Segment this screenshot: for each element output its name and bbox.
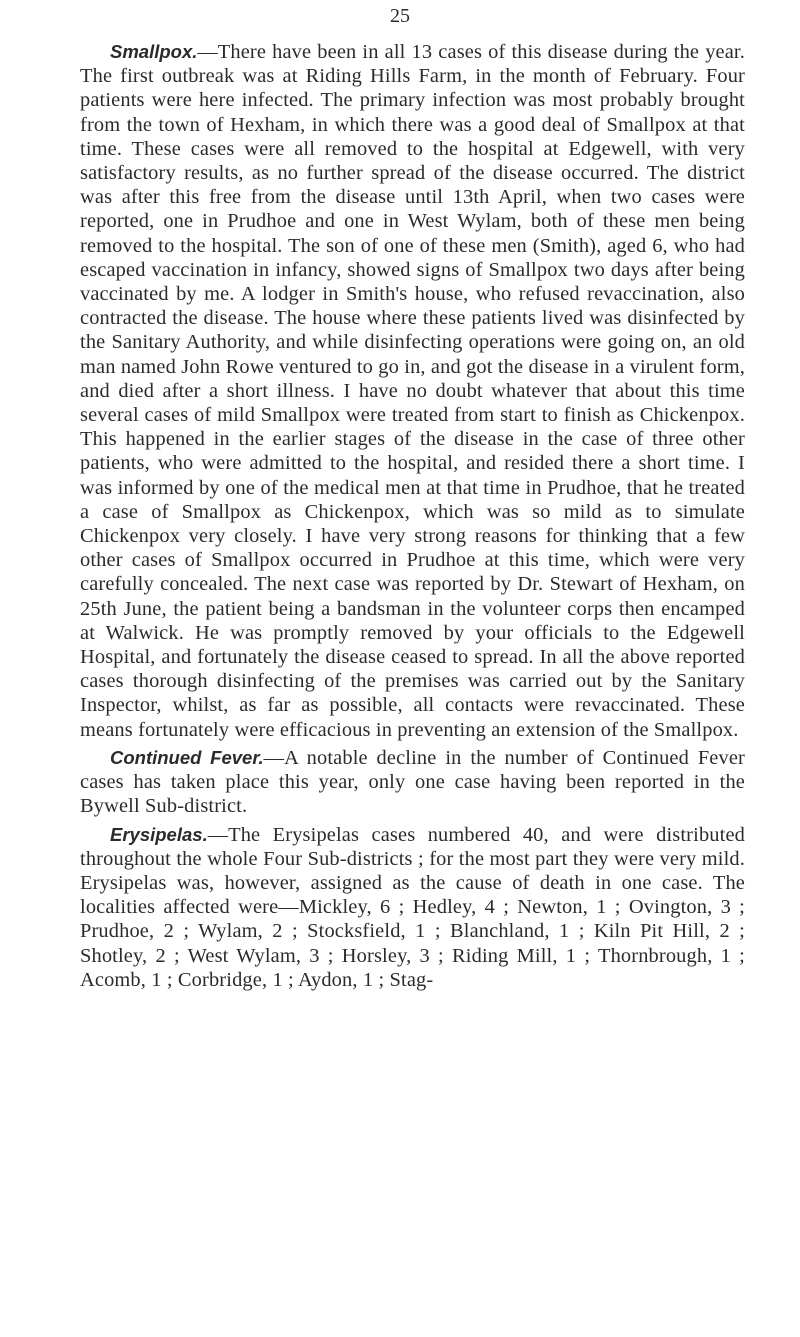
heading-separator: — — [197, 41, 218, 63]
section-heading-continued-fever: Continued Fever. — [110, 746, 264, 768]
paragraph-text: A notable decline in the number of Continued Fever cases has taken place this year, only one case having been reported in the Bywell Sub-district. — [80, 746, 745, 818]
heading-separator: — — [263, 746, 285, 769]
paragraph-erysipelas — [80, 823, 745, 992]
section-heading-smallpox: Smallpox. — [110, 41, 198, 62]
paragraph-smallpox — [80, 40, 745, 742]
paragraph-text: The Erysipelas cases numbered 40, and were distributed throughout the whole Four Sub-districts ; for the most part they were very mild. Erysipelas was, however, assigned as the cause of death in one case. The localities affected were—Mickley, 6 ; Hedley, 4 ; Newton, 1 ; Ovington, 3 ; Prudhoe, 2 ; Wylam, 2 ; Stocksfield, 1 ; Blanchland, 1 ; Kiln Pit Hill, 2 ; Shotley, 2 ; West Wylam, 3 ; Horsley, 3 ; Riding Mill, 1 ; Thornbrough, 1 ; Acomb, 1 ; Corbridge, 1 ; Aydon, 1 ; Stag- — [80, 823, 745, 991]
paragraph-text: There have been in all 13 cases of this disease during the year. The first outbreak was at Riding Hills Farm, in the month of February. Four patients were here infected. The primary infection was most probably brought from the town of Hexham, in which there was a good deal of Smallpox at that time. These cases were all removed to the hospital at Edgewell, with very satisfactory results, as no further spread of the disease occurred. The district was after this free from the disease until 13th April, when two cases were reported, one in Prudhoe and one in West Wylam, both of these men being removed to the hospital. The son of one of these men (Smith), aged 6, who had escaped vaccination in infancy, showed signs of Smallpox two days after being vaccinated by me. A lodger in Smith's house, who refused revaccination, also contracted the disease. The house where these patients lived was disinfected by the Sanitary Authority, and while disinfecting operations were going on, an old man named John Rowe ventured to go in, and got the disease in a virulent form, and died after a short illness. I have no doubt whatever that about this time several cases of mild Smallpox were treated from start to finish as Chickenpox. This happened in the earlier stages of the disease in the case of three other patients, who were admitted to the hospital, and resided there a short time. I was informed by one of the medical men at that time in Prudhoe, that he treated a case of Smallpox as Chickenpox, which was so mild as to simulate Chickenpox very closely. I have very strong reasons for thinking that a few other cases of Smallpox occurred in Prudhoe at this time, which were very carefully concealed. The next case was reported by Dr. Stewart of Hexham, on 25th June, the patient being a bandsman in the volunteer corps then encamped at Walwick. He was promptly removed by your officials to the Edgewell Hospital, and fortunately the disease ceased to spread. In all the above reported cases thorough disinfecting of the premises was carried out by the Sanitary Inspector, whilst, as far as possible, all contacts were revaccinated. These means fortunately were efficacious in preventing an extension of the Smallpox. — [80, 41, 745, 741]
heading-separator: — — [207, 823, 229, 846]
page-number: 25 — [390, 5, 410, 27]
section-heading-erysipelas: Erysipelas. — [110, 823, 208, 845]
paragraph-continued-fever — [80, 746, 745, 819]
document-body — [80, 40, 745, 996]
